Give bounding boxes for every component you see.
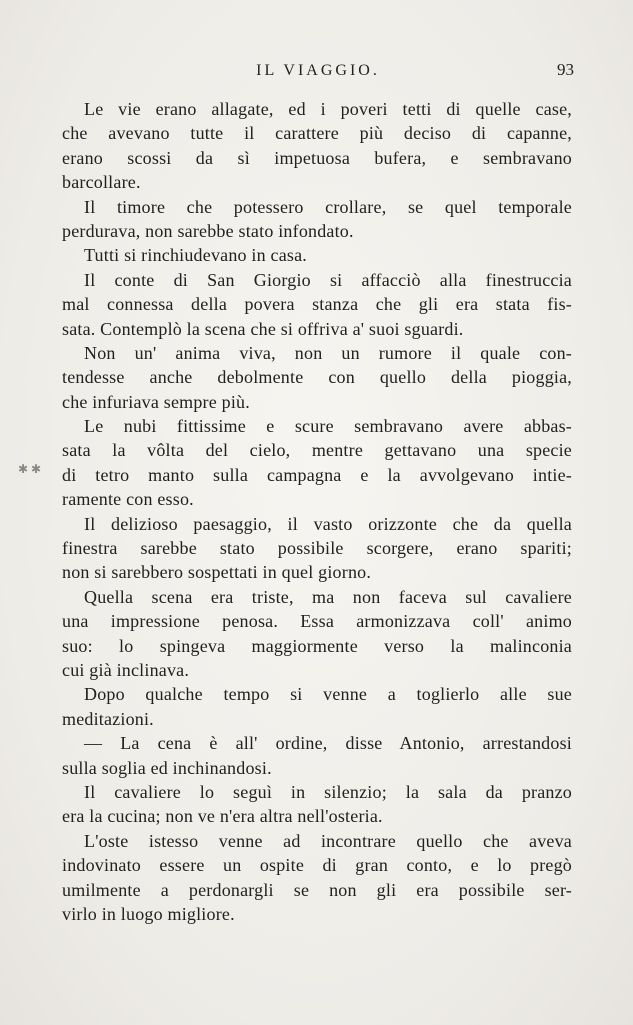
- body-text: [62, 97, 572, 926]
- text-line: sulla soglia ed inchinandosi.: [62, 757, 272, 778]
- text-line: sata. Contemplò la scena che si offriva a' suoi sguardi.: [62, 318, 464, 339]
- text-line: Quella scena era triste, ma non faceva sul cavaliere: [84, 586, 572, 607]
- text-line: era la cucina; non ve n'era altra nell'osteria.: [62, 806, 383, 827]
- text-line: barcollare.: [62, 172, 141, 193]
- text-line: non si sarebbero sospettati in quel giorno.: [62, 562, 372, 583]
- text-line: di tetro manto sulla campagna e la avvolgevano intie-: [62, 464, 572, 485]
- text-line: ramente con esso.: [62, 489, 194, 510]
- text-line: mal connessa della povera stanza che gli era stata fis-: [62, 294, 572, 315]
- text-line: indovinato essere un ospite di gran conto, e lo pregò: [62, 855, 572, 876]
- text-line: virlo in luogo migliore.: [62, 903, 235, 924]
- text-line: finestra sarebbe stato possibile scorgere, erano spariti;: [62, 538, 572, 559]
- text-line: Il cavaliere lo seguì in silenzio; la sala da pranzo: [84, 781, 572, 802]
- text-line: Il timore che potessero crollare, se quel temporale: [84, 196, 572, 217]
- text-line: Tutti si rinchiudevano in casa.: [84, 245, 308, 266]
- text-line: suo: lo spingeva maggiormente verso la malinconia: [62, 635, 572, 656]
- text-line: che infuriava sempre più.: [62, 391, 250, 412]
- text-line: erano scossi da sì impetuosa bufera, e sembravano: [62, 147, 572, 168]
- text-line: umilmente a perdonargli se non gli era possibile ser-: [62, 879, 572, 900]
- text-line: che avevano tutte il carattere più deciso di capanne,: [62, 123, 572, 144]
- text-line: meditazioni.: [62, 708, 154, 729]
- text-line: Non un' anima viva, non un rumore il quale con-: [84, 342, 572, 363]
- text-line: Dopo qualche tempo si venne a toglierlo alle sue: [84, 684, 572, 705]
- text-line: Il conte di San Giorgio si affacciò alla finestruccia: [84, 269, 572, 290]
- running-title: IL VIAGGIO.: [256, 62, 380, 79]
- text-line: — La cena è all' ordine, disse Antonio, arrestandosi: [84, 733, 572, 754]
- text-line: cui già inclinava.: [62, 659, 190, 680]
- text-line: tendesse anche debolmente con quello della pioggia,: [62, 367, 572, 388]
- print-speck-decoration: ✱ ✱: [18, 462, 42, 476]
- text-line: L'oste istesso venne ad incontrare quello che aveva: [84, 830, 572, 851]
- page-number: 93: [557, 60, 574, 79]
- text-line: Il delizioso paesaggio, il vasto orizzonte che da quella: [84, 513, 572, 534]
- running-head: [62, 60, 574, 84]
- text-line: sata la vôlta del cielo, mentre gettavano una specie: [62, 440, 572, 461]
- text-line: perdurava, non sarebbe stato infondato.: [62, 220, 354, 241]
- text-line: Le vie erano allagate, ed i poveri tetti di quelle case,: [84, 99, 572, 119]
- text-line: Le nubi fittissime e scure sembravano avere abbas-: [84, 416, 572, 437]
- text-line: una impressione penosa. Essa armonizzava coll' animo: [62, 611, 572, 632]
